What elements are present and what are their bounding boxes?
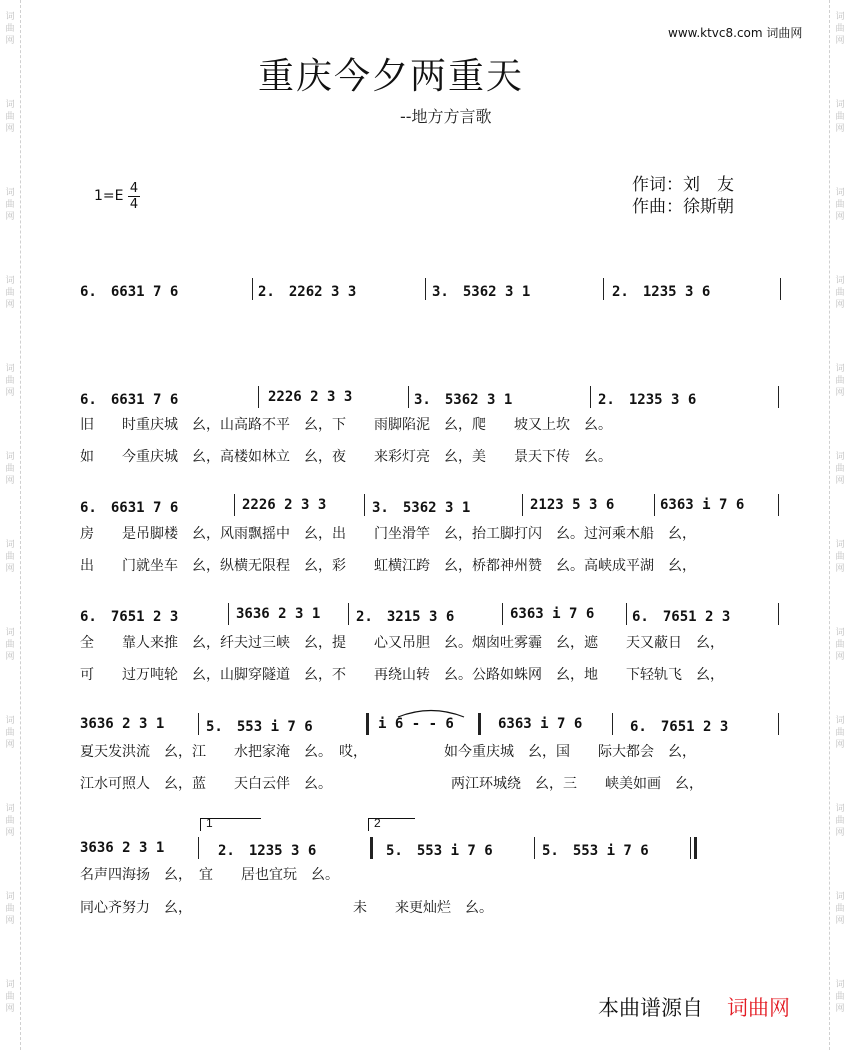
- watermark-glyph: 词: [5, 716, 15, 726]
- composer: 作曲：徐斯朝: [632, 197, 734, 217]
- watermark-glyph: 词: [5, 188, 15, 198]
- watermark-glyph: 曲: [5, 904, 15, 914]
- key-signature: 1=E: [94, 188, 124, 204]
- watermark-glyph: 曲: [835, 464, 845, 474]
- measure: 6363 i 7 6: [498, 716, 583, 732]
- watermark-glyph: 词: [5, 628, 15, 638]
- repeat-end-barline: [366, 713, 369, 735]
- watermark-glyph: 曲: [835, 728, 845, 738]
- barline: [348, 603, 349, 625]
- barline: [228, 603, 229, 625]
- barline: [778, 386, 779, 408]
- barline: [502, 603, 503, 625]
- footer-source: [598, 992, 790, 1022]
- repeat-end-barline: [370, 837, 373, 859]
- watermark-glyph: 词: [835, 892, 845, 902]
- watermark-glyph: 网: [835, 916, 845, 926]
- credits: [632, 174, 734, 218]
- watermark-glyph: 网: [835, 300, 845, 310]
- measure: i 6 - - 6: [378, 716, 454, 732]
- measure: 3636 2 3 1: [80, 716, 165, 732]
- measure: 3636 2 3 1: [80, 840, 165, 856]
- watermark-glyph: 曲: [5, 552, 15, 562]
- watermark-glyph: 网: [5, 1004, 15, 1014]
- measure: 5. 553 i 7 6: [542, 843, 649, 859]
- barline: [198, 713, 199, 735]
- song-title: 重庆今夕两重天: [258, 56, 525, 97]
- lyric-line: 如 今重庆城 幺，高楼如林立 幺，夜 来彩灯亮 幺，美 景天下传 幺。: [80, 449, 612, 465]
- song-subtitle: --地方方言歌: [400, 107, 492, 126]
- measure: 2. 3215 3 6: [356, 609, 455, 625]
- watermark-glyph: 网: [835, 564, 845, 574]
- barline: [626, 603, 627, 625]
- watermark-glyph: 词: [835, 540, 845, 550]
- measure: 3636 2 3 1: [236, 606, 321, 622]
- measure: 6. 7651 2 3: [630, 719, 729, 735]
- watermark-glyph: 曲: [5, 376, 15, 386]
- watermark-glyph: 曲: [5, 464, 15, 474]
- watermark-strip-left: [0, 0, 21, 1050]
- measure: 2226 2 3 3: [242, 497, 327, 513]
- watermark-glyph: 网: [835, 476, 845, 486]
- watermark-glyph: 曲: [5, 200, 15, 210]
- watermark-glyph: 网: [835, 1004, 845, 1014]
- watermark-glyph: 词: [835, 980, 845, 990]
- watermark-glyph: 曲: [5, 640, 15, 650]
- lyric-line: 旧 时重庆城 幺，山高路不平 幺，下 雨脚陷泥 幺，爬 坡又上坎 幺。: [80, 417, 612, 433]
- watermark-glyph: 词: [835, 364, 845, 374]
- barline: [258, 386, 259, 408]
- watermark-glyph: 网: [5, 388, 15, 398]
- watermark-glyph: 词: [835, 452, 845, 462]
- measure: 6. 6631 7 6: [80, 500, 179, 516]
- lyric-line: 可 过万吨轮 幺，山脚穿隧道 幺，不 再绕山转 幺。公路如蛛网 幺，地 下轻轨飞 幺，: [80, 667, 724, 683]
- watermark-glyph: 词: [835, 276, 845, 286]
- watermark-glyph: 网: [835, 388, 845, 398]
- watermark-glyph: 词: [5, 540, 15, 550]
- barline: [590, 386, 591, 408]
- watermark-glyph: 网: [835, 212, 845, 222]
- watermark-glyph: 曲: [835, 376, 845, 386]
- measure: 2123 5 3 6: [530, 497, 615, 513]
- barline: [534, 837, 535, 859]
- measure: 3. 5362 3 1: [372, 500, 471, 516]
- footer-brand-link[interactable]: 词曲网: [727, 996, 790, 1020]
- watermark-glyph: 网: [5, 564, 15, 574]
- watermark-glyph: 词: [835, 100, 845, 110]
- watermark-glyph: 曲: [835, 992, 845, 1002]
- watermark-glyph: 词: [835, 716, 845, 726]
- watermark-glyph: 词: [5, 276, 15, 286]
- watermark-glyph: 词: [5, 804, 15, 814]
- measure: 5. 553 i 7 6: [206, 719, 313, 735]
- watermark-glyph: 词: [5, 364, 15, 374]
- measure: 6363 i 7 6: [510, 606, 595, 622]
- watermark-glyph: 网: [5, 828, 15, 838]
- measure: 2. 1235 3 6: [598, 392, 697, 408]
- measure: 6363 i 7 6: [660, 497, 745, 513]
- watermark-glyph: 网: [5, 36, 15, 46]
- barline: [612, 713, 613, 735]
- barline: [780, 278, 781, 300]
- measure: 3. 5362 3 1: [432, 284, 531, 300]
- watermark-glyph: 词: [5, 452, 15, 462]
- watermark-glyph: 曲: [5, 816, 15, 826]
- watermark-glyph: 曲: [835, 112, 845, 122]
- watermark-glyph: 网: [5, 300, 15, 310]
- watermark-glyph: 词: [835, 804, 845, 814]
- barline: [252, 278, 253, 300]
- watermark-glyph: 曲: [835, 24, 845, 34]
- watermark-glyph: 网: [5, 916, 15, 926]
- watermark-glyph: 曲: [835, 816, 845, 826]
- lyric-line: 出 门就坐车 幺，纵横无限程 幺，彩 虹横江跨 幺，桥都神州赞 幺。高峡成平湖 幺，: [80, 558, 696, 574]
- measure: 6. 6631 7 6: [80, 392, 179, 408]
- lyric-line: 同心齐努力 幺， 未 来更灿烂 幺。: [80, 900, 493, 916]
- watermark-glyph: 网: [5, 740, 15, 750]
- watermark-glyph: 网: [835, 652, 845, 662]
- site-url[interactable]: www.ktvc8.com 词曲网: [668, 26, 803, 40]
- measure: 2226 2 3 3: [268, 389, 353, 405]
- watermark-glyph: 曲: [5, 728, 15, 738]
- watermark-glyph: 词: [5, 892, 15, 902]
- measure: 3. 5362 3 1: [414, 392, 513, 408]
- watermark-glyph: 网: [835, 740, 845, 750]
- watermark-glyph: 网: [835, 36, 845, 46]
- measure: 2. 2262 3 3: [258, 284, 357, 300]
- volta-1: 1: [200, 818, 261, 831]
- time-signature: 4 4: [129, 181, 139, 212]
- lyric-line: 夏天发洪流 幺，江 水把家淹 幺。 哎， 如今重庆城 幺，国 际大都会 幺，: [80, 744, 696, 760]
- watermark-glyph: 词: [835, 628, 845, 638]
- barline: [408, 386, 409, 408]
- watermark-glyph: 词: [835, 12, 845, 22]
- watermark-glyph: 曲: [5, 24, 15, 34]
- barline: [603, 278, 604, 300]
- measure: 6. 7651 2 3: [632, 609, 731, 625]
- barline: [778, 603, 779, 625]
- watermark-glyph: 网: [5, 212, 15, 222]
- volta-2: 2: [368, 818, 415, 831]
- final-barline: [690, 837, 691, 859]
- barline: [234, 494, 235, 516]
- lyric-line: 房 是吊脚楼 幺，风雨飘摇中 幺，出 门坐滑竿 幺，抬工脚打闪 幺。过河乘木船 幺，: [80, 526, 696, 542]
- watermark-glyph: 曲: [5, 288, 15, 298]
- measure: 2. 1235 3 6: [218, 843, 317, 859]
- lyric-line: 江水可照人 幺，蓝 天白云伴 幺。 两江环城绕 幺，三 峡美如画 幺，: [80, 776, 703, 792]
- watermark-glyph: 曲: [5, 992, 15, 1002]
- barline: [425, 278, 426, 300]
- repeat-barline: [478, 713, 481, 735]
- watermark-glyph: 词: [5, 12, 15, 22]
- measure: 6. 7651 2 3: [80, 609, 179, 625]
- watermark-glyph: 网: [835, 828, 845, 838]
- measure: 5. 553 i 7 6: [386, 843, 493, 859]
- barline: [778, 713, 779, 735]
- watermark-glyph: 曲: [835, 288, 845, 298]
- barline: [364, 494, 365, 516]
- lyric-line: 全 靠人来推 幺，纤夫过三峡 幺，提 心又吊胆 幺。烟囱吐雾霾 幺，遮 天又蔽日 幺，: [80, 635, 724, 651]
- lyric-line: 名声四海扬 幺， 宜 居也宜玩 幺。: [80, 867, 339, 883]
- watermark-glyph: 网: [5, 652, 15, 662]
- watermark-glyph: 曲: [5, 112, 15, 122]
- watermark-glyph: 词: [5, 100, 15, 110]
- watermark-glyph: 曲: [835, 200, 845, 210]
- watermark-strip-right: [829, 0, 850, 1050]
- barline: [778, 494, 779, 516]
- barline: [522, 494, 523, 516]
- barline: [654, 494, 655, 516]
- measure: 6. 6631 7 6: [80, 284, 179, 300]
- lyricist: 作词：刘 友: [632, 175, 734, 195]
- watermark-glyph: 词: [5, 980, 15, 990]
- watermark-glyph: 曲: [835, 552, 845, 562]
- watermark-glyph: 曲: [835, 904, 845, 914]
- watermark-glyph: 曲: [835, 640, 845, 650]
- watermark-glyph: 网: [835, 124, 845, 134]
- final-barline-thick: [694, 837, 697, 859]
- footer-source-text: 本曲谱源自: [598, 996, 703, 1020]
- watermark-glyph: 词: [835, 188, 845, 198]
- barline: [198, 837, 199, 859]
- tie-arc: [396, 706, 466, 718]
- watermark-glyph: 网: [5, 476, 15, 486]
- watermark-glyph: 网: [5, 124, 15, 134]
- measure: 2. 1235 3 6: [612, 284, 711, 300]
